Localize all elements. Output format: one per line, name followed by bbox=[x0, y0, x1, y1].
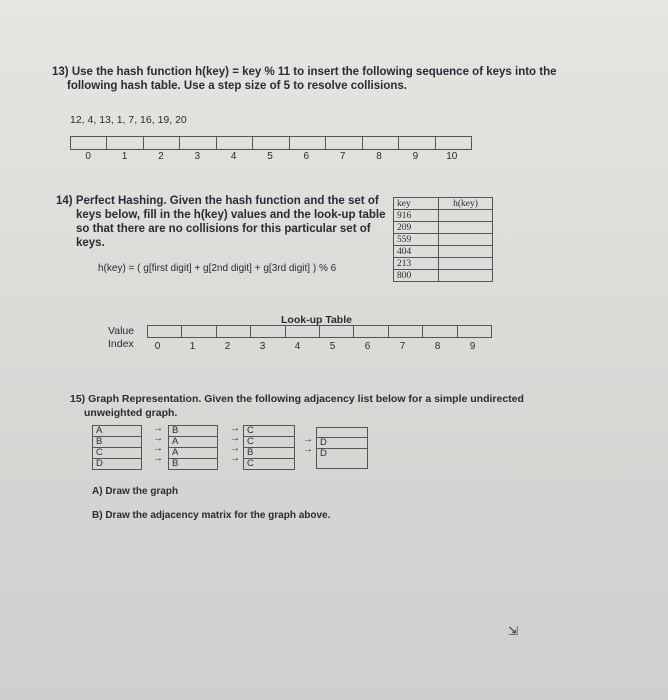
neighbor-cell: C bbox=[244, 437, 294, 448]
key-cell: 213 bbox=[394, 258, 439, 270]
index-label: 4 bbox=[230, 151, 237, 162]
index-label: 6 bbox=[364, 341, 371, 352]
q14-line2: keys below, fill in the h(key) values and the look-up table bbox=[76, 209, 386, 221]
index-label: Index bbox=[108, 338, 134, 350]
cursor-icon: ⇲ bbox=[508, 624, 519, 638]
q14-title bbox=[56, 194, 386, 250]
q15-part-a: A) Draw the graph bbox=[92, 486, 179, 497]
index-label: 6 bbox=[303, 151, 310, 162]
index-label: 9 bbox=[469, 341, 476, 352]
vertex-column bbox=[92, 425, 142, 470]
arrow-column-1: → → → → bbox=[153, 423, 163, 464]
neighbor-column-3 bbox=[316, 427, 368, 469]
index-label: 7 bbox=[339, 151, 346, 162]
neighbor-cell: C bbox=[244, 426, 294, 437]
hkey-header: h(key) bbox=[439, 198, 493, 210]
neighbor-cell: B bbox=[172, 458, 179, 469]
q14-line3: so that there are no collisions for this particular set of bbox=[76, 223, 371, 235]
arrow-column-3: → → bbox=[303, 434, 313, 455]
vertex-cell: D bbox=[96, 458, 103, 469]
index-label: 9 bbox=[412, 151, 419, 162]
q14-formula: h(key) = ( g[first digit] + g[2nd digit] + g[3rd digit] ) % 6 bbox=[98, 263, 337, 274]
index-label: 1 bbox=[189, 341, 196, 352]
key-cell: 209 bbox=[394, 222, 439, 234]
arrow-column-2: → → → → bbox=[230, 423, 240, 464]
index-label: 5 bbox=[329, 341, 336, 352]
index-label: 1 bbox=[121, 151, 128, 162]
vertex-cell: A bbox=[93, 426, 141, 437]
neighbor-cell: D bbox=[317, 437, 367, 449]
lookup-index-row bbox=[140, 341, 490, 352]
index-label: 8 bbox=[434, 341, 441, 352]
neighbor-cell: C bbox=[247, 458, 254, 469]
q14-line1: 14) Perfect Hashing. Given the hash function and the set of bbox=[56, 195, 379, 207]
key-cell: 559 bbox=[394, 234, 439, 246]
q15-part-b: B) Draw the adjacency matrix for the graph above. bbox=[92, 510, 331, 521]
index-label: 0 bbox=[85, 151, 91, 162]
q15-line2: unweighted graph. bbox=[84, 407, 178, 419]
vertex-cell: B bbox=[93, 437, 141, 448]
vertex-cell: C bbox=[93, 448, 141, 459]
index-label: 0 bbox=[154, 341, 161, 352]
lookup-title: Look-up Table bbox=[281, 314, 352, 326]
q14-key-table bbox=[393, 197, 493, 282]
key-cell: 916 bbox=[394, 210, 439, 222]
q13-title-line2: following hash table. Use a step size of 5 to resolve collisions. bbox=[67, 80, 407, 92]
neighbor-column-1 bbox=[168, 425, 218, 470]
index-label: 2 bbox=[158, 151, 164, 162]
key-cell: 404 bbox=[394, 246, 439, 258]
neighbor-cell: B bbox=[244, 448, 294, 459]
neighbor-column-2 bbox=[243, 425, 295, 470]
q15-line1: 15) Graph Representation. Given the following adjacency list below for a simple undirected bbox=[70, 393, 524, 405]
key-header: key bbox=[394, 198, 439, 210]
index-label: 7 bbox=[399, 341, 406, 352]
key-cell: 800 bbox=[394, 270, 439, 282]
neighbor-cell: D bbox=[320, 448, 327, 459]
neighbor-cell: A bbox=[169, 448, 217, 459]
neighbor-cell: A bbox=[169, 437, 217, 448]
index-label: 8 bbox=[376, 151, 382, 162]
index-label: 10 bbox=[446, 151, 458, 162]
neighbor-cell: B bbox=[169, 426, 217, 437]
q13-title bbox=[52, 65, 652, 93]
index-label: 4 bbox=[294, 341, 301, 352]
q13-title-line1: 13) Use the hash function h(key) = key % 11 to insert the following sequence of keys into the bbox=[52, 66, 557, 78]
index-label: 5 bbox=[267, 151, 273, 162]
q13-index-row bbox=[70, 151, 470, 162]
q15-title bbox=[70, 392, 630, 420]
q13-keys: 12, 4, 13, 1, 7, 16, 19, 20 bbox=[70, 114, 187, 126]
q13-hash-table bbox=[70, 136, 472, 150]
index-label: 3 bbox=[194, 151, 201, 162]
index-label: 2 bbox=[224, 341, 231, 352]
index-label: 3 bbox=[259, 341, 266, 352]
value-label: Value bbox=[108, 325, 135, 337]
lookup-table bbox=[147, 325, 492, 338]
q14-line4: keys. bbox=[76, 237, 105, 249]
